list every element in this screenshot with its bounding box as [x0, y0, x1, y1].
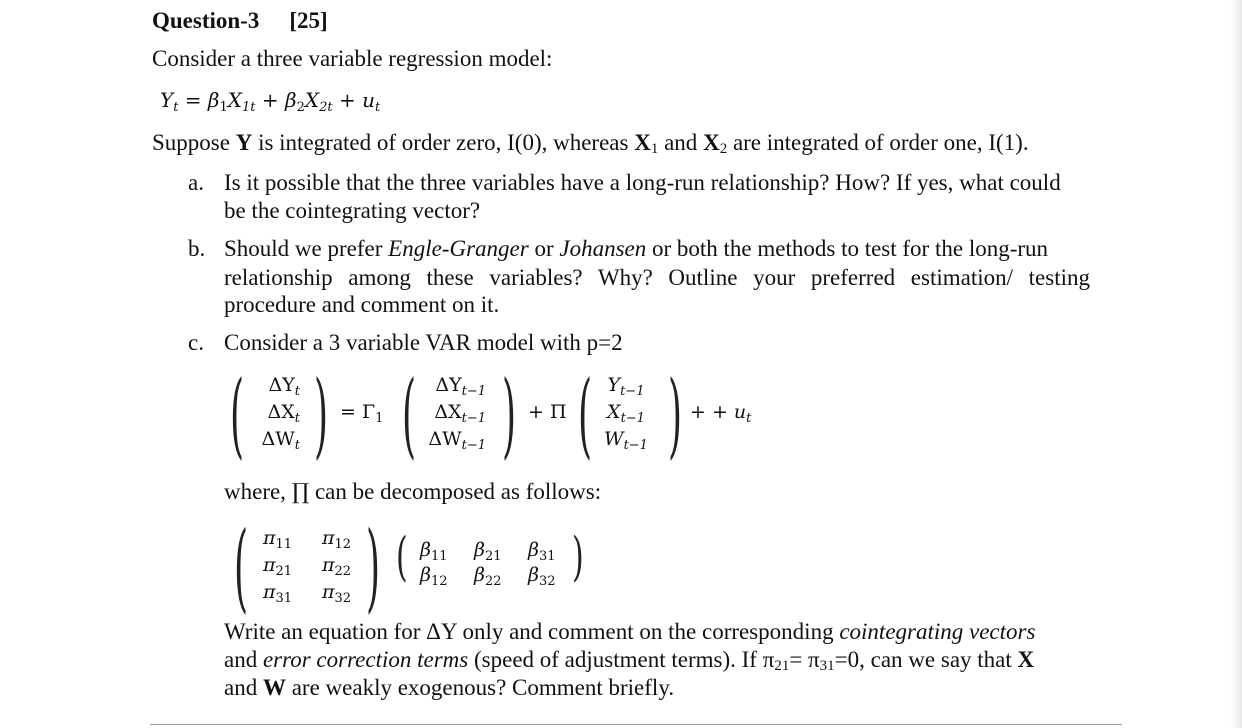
lag-lvl-row3: $W_{t-1}$ — [604, 428, 648, 453]
left-paren: ( — [578, 361, 593, 470]
alpha-11: $\pi_{11}$ — [263, 527, 293, 552]
right-paren: ) — [314, 361, 329, 470]
right-paren: ) — [366, 512, 381, 624]
left-paren: ( — [234, 512, 249, 624]
lag-lvl-row2: $X_{t-1}$ — [607, 401, 645, 426]
part-b-line1: Should we prefer Engle-Granger or Johansen or both the methods to test for the long-run — [224, 236, 1049, 261]
part-b-line3: procedure and comment on it. — [224, 292, 500, 317]
left-paren: ( — [402, 361, 417, 470]
lhs-row2: $\Delta X_t$ — [267, 401, 300, 426]
beta-31: $\beta_{31}$ — [528, 539, 556, 564]
right-paren: ) — [502, 361, 517, 470]
alpha-22: $\pi_{22}$ — [322, 554, 352, 579]
lag-diff-row1: $\Delta Y_{t-1}$ — [435, 374, 486, 399]
page-edge-shadow — [1230, 0, 1242, 728]
beta-11: $\beta_{11}$ — [420, 539, 448, 564]
final-line2: and error correction terms (speed of adjustment terms). If π21= π31=0, can we say that X — [224, 647, 1035, 674]
part-c-line1: Consider a 3 variable VAR model with p=2 — [224, 330, 623, 355]
lag-lvl-row1: $Y_{t-1}$ — [607, 374, 645, 399]
question-number: Question-3 — [152, 8, 260, 33]
intro-text: Consider a three variable regression model: — [152, 46, 553, 71]
beta-22: $\beta_{22}$ — [474, 564, 502, 589]
model-equation: $Y_t = \beta_1X_{1t} + \beta_2X_{2t} + u_t$ — [160, 88, 381, 115]
alpha-31: $\pi_{31}$ — [263, 581, 293, 606]
part-c-label: c. — [188, 330, 204, 355]
lhs-row1: $\Delta Y_t$ — [268, 374, 300, 399]
alpha-21: $\pi_{21}$ — [263, 554, 293, 579]
where-text: where, ∏ can be decomposed as follows: — [224, 479, 602, 505]
part-b-line2: relationship among these variables? Why? Outline your preferred estimation/ testing — [224, 265, 1090, 290]
question-title — [152, 8, 328, 34]
beta-12: $\beta_{12}$ — [420, 564, 448, 589]
part-a-label: a. — [188, 170, 204, 195]
lhs-row3: $\Delta W_t$ — [261, 428, 300, 453]
part-a-line1: Is it possible that the three variables have a long-run relationship? How? If yes, what could — [224, 170, 1061, 195]
final-line1: Write an equation for ΔY only and comment on the corresponding cointegrating vectors — [224, 619, 1036, 644]
bottom-rule — [150, 724, 1122, 725]
part-a-line2: be the cointegrating vector? — [224, 198, 481, 223]
final-line3: and W are weakly exogenous? Comment briefly. — [224, 675, 675, 700]
lag-diff-row3: $\Delta W_{t-1}$ — [428, 428, 486, 453]
pi-operator: + Π — [528, 401, 567, 423]
alpha-12: $\pi_{12}$ — [322, 527, 352, 552]
part-b-label: b. — [188, 236, 206, 261]
question-marks: [25] — [289, 8, 328, 33]
left-paren: ( — [396, 526, 408, 587]
left-paren: ( — [230, 361, 245, 470]
beta-32: $\beta_{32}$ — [528, 564, 556, 589]
gamma-operator: = $\Gamma_1$ — [340, 401, 384, 426]
lag-diff-row2: $\Delta X_{t-1}$ — [434, 401, 486, 426]
alpha-32: $\pi_{32}$ — [322, 581, 352, 606]
right-paren: ) — [668, 361, 683, 470]
beta-21: $\beta_{21}$ — [474, 539, 502, 564]
suppose-text: Suppose Y is integrated of order zero, I(0), whereas X1 and X2 are integrated of order one, I(1). — [152, 130, 1029, 157]
right-paren: ) — [572, 526, 584, 587]
error-term: + + $u_t$ — [690, 401, 752, 426]
